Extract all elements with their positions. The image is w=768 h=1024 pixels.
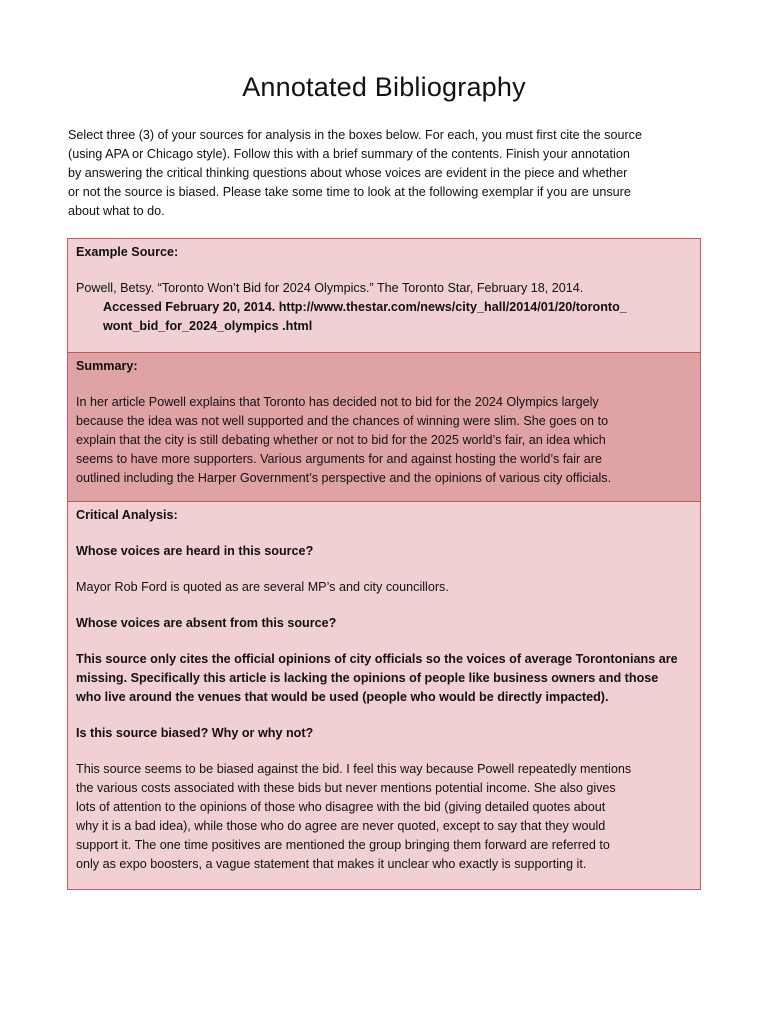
summary-line: seems to have more supporters. Various arguments for and against hosting the world’s fair are: [76, 452, 602, 466]
summary-line: In her article Powell explains that Toronto has decided not to bid for the 2024 Olympics largely: [76, 395, 599, 409]
answer-bias: [76, 760, 692, 874]
citation-line: Powell, Betsy. “Toronto Won’t Bid for 2024 Olympics.” The Toronto Star, February 18, 2014.: [76, 281, 584, 295]
instructions-line: (using APA or Chicago style). Follow this with a brief summary of the contents. Finish your annotation: [68, 147, 630, 161]
answer-line: missing. Specifically this article is lacking the opinions of people like business owners and those: [76, 671, 659, 685]
summary-line: outlined including the Harper Government’s perspective and the opinions of various city officials.: [76, 471, 612, 485]
citation-line: Accessed February 20, 2014. http://www.thestar.com/news/city_hall/2014/01/20/toronto_: [103, 300, 627, 314]
answer-line: lots of attention to the opinions of those who disagree with the bid (giving detailed quotes about: [76, 800, 606, 814]
answer-line: who live around the venues that would be used (people who would be directly impacted).: [76, 690, 609, 704]
instructions-line: Select three (3) of your sources for analysis in the boxes below. For each, you must first cite the source: [68, 128, 642, 142]
summary-line: because the idea was not well supported and the chances of winning were slim. She goes on to: [76, 414, 609, 428]
summary-paragraph: [76, 393, 692, 488]
example-source-section: [68, 239, 700, 352]
summary-heading: Summary:: [76, 359, 138, 373]
answer-line: the various costs associated with these bids but never mentions potential income. She also gives: [76, 781, 616, 795]
question-voices-absent: Whose voices are absent from this source?: [76, 616, 337, 630]
critical-analysis-section: [68, 501, 700, 889]
summary-line: explain that the city is still debating whether or not to bid for the 2025 world’s fair, an idea which: [76, 433, 606, 447]
page-title: Annotated Bibliography: [242, 72, 526, 102]
answer-line: This source only cites the official opinions of city officials so the voices of average Torontonians are: [76, 652, 678, 666]
instructions-line: by answering the critical thinking questions about whose voices are evident in the piece and whether: [68, 166, 628, 180]
answer-line: support it. The one time positives are mentioned the group bringing them forward are referred to: [76, 838, 610, 852]
question-bias: Is this source biased? Why or why not?: [76, 726, 314, 740]
answer-voices-absent: [76, 650, 692, 707]
summary-section: [68, 352, 700, 501]
question-voices-heard: Whose voices are heard in this source?: [76, 544, 314, 558]
instructions-line: about what to do.: [68, 204, 165, 218]
instructions-line: or not the source is biased. Please take some time to look at the following exemplar if you are unsure: [68, 185, 631, 199]
instructions-paragraph: [68, 126, 703, 221]
answer-line: why it is a bad idea), while those who do agree are never quoted, except to say that they would: [76, 819, 606, 833]
answer-voices-heard: Mayor Rob Ford is quoted as are several MP’s and city councillors.: [76, 580, 449, 594]
example-source-heading: Example Source:: [76, 245, 179, 259]
citation-line: wont_bid_for_2024_olympics .html: [103, 319, 313, 333]
answer-line: only as expo boosters, a vague statement that makes it unclear who exactly is supporting it.: [76, 857, 587, 871]
answer-line: This source seems to be biased against the bid. I feel this way because Powell repeatedly mentions: [76, 762, 632, 776]
exemplar-table: [67, 238, 701, 890]
critical-analysis-heading: Critical Analysis:: [76, 508, 178, 522]
